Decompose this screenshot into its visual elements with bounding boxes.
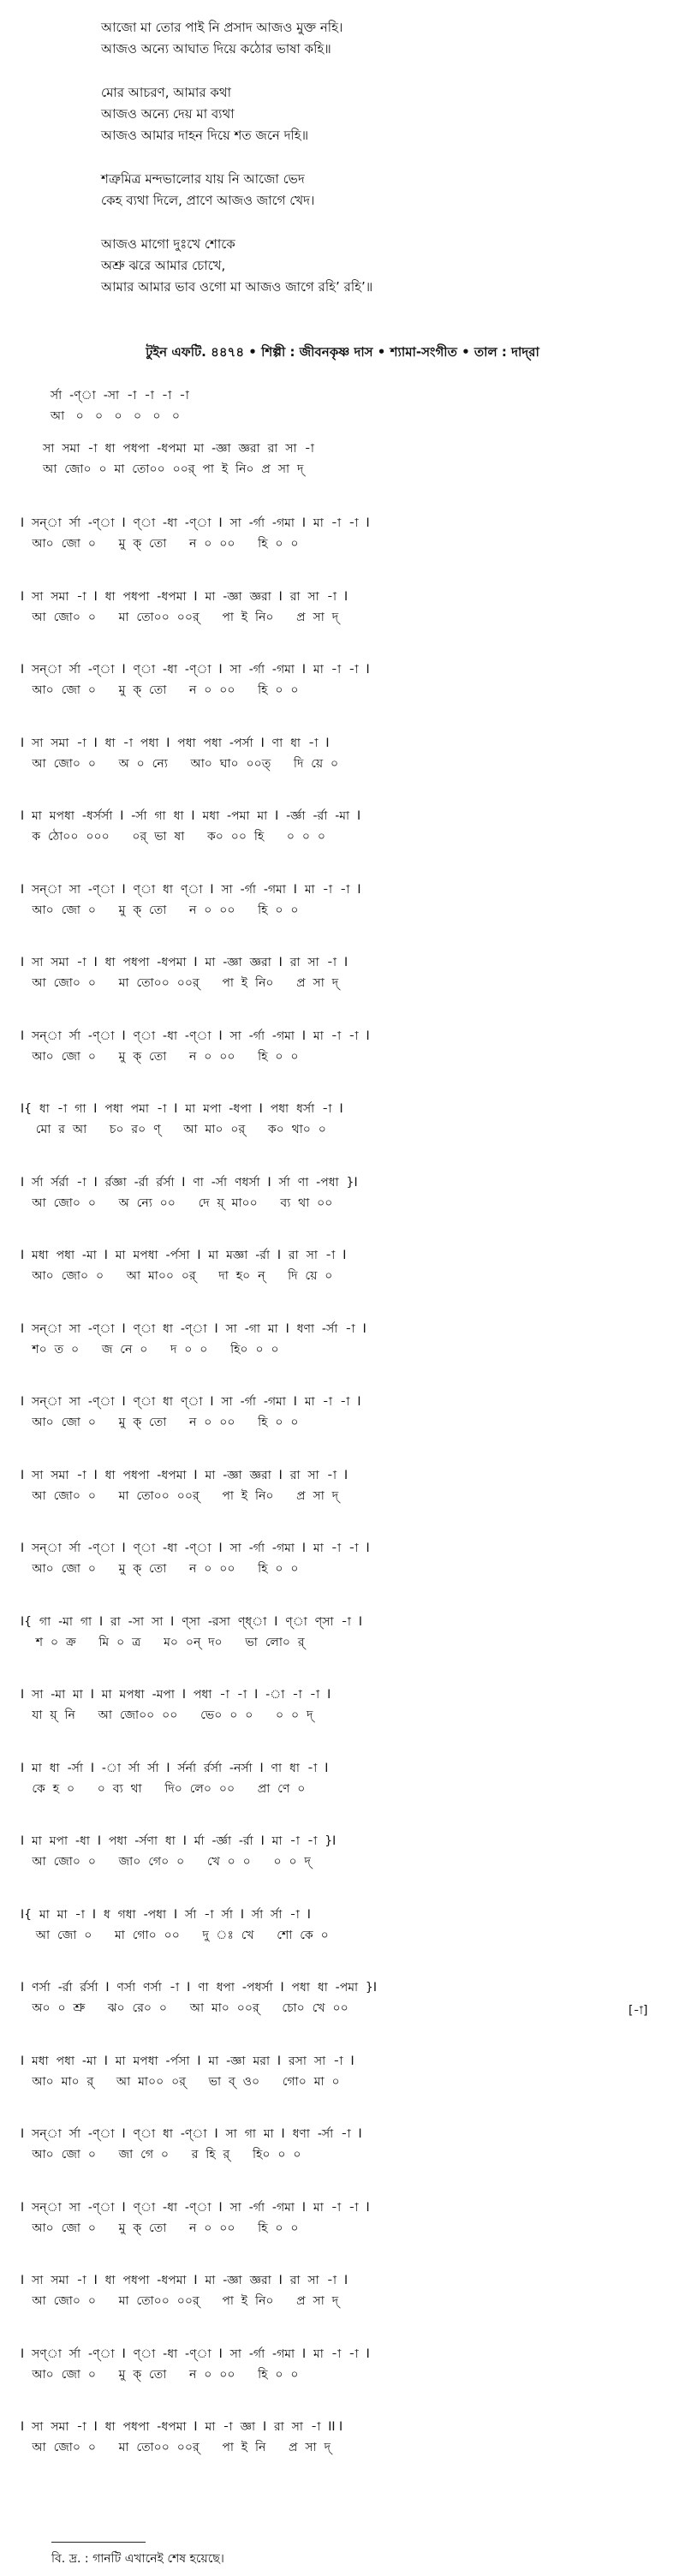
bani-line: মো র আ চ০ র০ ণ্ আ মা০ ০র্ ক০ থা০ ০ <box>21 1123 326 1136</box>
swar-line: I সা -মা মা I মা মপধা -মপা I পধা -া -া I -া -া -া I <box>21 1688 331 1702</box>
bani-line: কে হ ০ ০ ব্য থা দি০ লে০ ০০ প্রা ণে ০ <box>21 1781 306 1796</box>
swar-line: I মধা পধা -মা I মা মপধা -র্পসা I মা মজ্ঞা -র্রা I রা সা -া I <box>21 1249 347 1262</box>
notation-row <box>21 2345 671 2418</box>
bani-line: শ০ ত ০ জ নে ০ দ ০ ০ হি০ ০ ০ <box>21 1342 279 1357</box>
bani-line: আ জো০ ০ মা তো০০ ০০র্ পা ই নি০ প্র সা দ্ <box>21 610 339 624</box>
notation-row <box>21 807 671 880</box>
bani-line: আ জো ০ মা গো০ ০০ দু ঃ খে শো কে ০ <box>21 1928 329 1942</box>
swar-line: I{ ধা -া গা I পধা পমা -া I মা মপা -ধপা I পধা ধর্সা -া I <box>21 1102 343 1116</box>
notation-row <box>21 953 671 1027</box>
swar-line: I{ গা -মা গা I রা -সা সা I ণ্সা -রসা ণ্ধ্া I ণ্া ণ্সা -া I <box>21 1614 362 1629</box>
notation-row <box>21 2271 671 2345</box>
lyric-line: আজো মা তোর পাই নি প্রসাদ আজও মুক্ত নহি। <box>101 20 343 35</box>
bani-line: আ০ জো ০ জা গে ০ র হি র্ হি০ ০ ০ <box>21 2148 301 2162</box>
notation-rows <box>21 514 671 2491</box>
lyric-line: আজও আমার দাহন দিয়ে শত জনে দহি॥ <box>101 128 309 143</box>
notation-row <box>21 587 671 661</box>
bani-line: আ জো০ ০ জা০ গে০ ০ খে ০ ০ ০ ০ দ্ <box>21 1855 311 1869</box>
notation-row <box>21 1392 671 1466</box>
bani-line: আ জো০ ০ মা তো০০ ০০র্ পা ই নি০ প্র সা দ্ <box>21 1488 339 1503</box>
bani-line: শ ০ ক্র মি ০ ত্র ম০ ০ন্ দ০ ভা লো০ র্ <box>21 1635 305 1649</box>
bani-line: যা য়্ নি আ জো০০ ০০ ভে০ ০ ০ ০ ০ দ্ <box>21 1708 313 1722</box>
bani-line: আ০ জো০ ০ আ মা০০ ০র্ দা হ০ ন্ দি য়ে ০ <box>21 1269 333 1283</box>
notation-row <box>21 660 671 734</box>
bani-line: আ জো০ ০ মা তো০০ ০০র্ পা ই নি প্র সা দ্ <box>21 2441 331 2454</box>
notation-row <box>21 1320 671 1393</box>
lyric-line: আজও মাগো দুঃখে শোকে <box>101 236 235 252</box>
swar-line: I সন্া সা -ণ্া I ণ্া ধা ণ্া I সা -র্গা -গমা I মা -া -া I <box>21 882 361 897</box>
notation-row <box>21 1173 671 1247</box>
bani-line: আ০ জো ০ মু ক্ তো ন ০ ০০ হি ০ ০ <box>21 903 299 917</box>
swar-line: I{ মা মা -া I ধ গধা -পধা I র্সা -া র্সা I র্সা র্সা -া I <box>21 1907 311 1922</box>
bani-line: অ০ ০ শ্রু ঝ০ রে০ ০ আ মা০ ০০র্ চো০ খে ০০ <box>21 2001 348 2015</box>
lyric-line: কেহ ব্যথা দিলে, প্রাণে আজও জাগে খেদ। <box>101 193 315 208</box>
intro-notation <box>43 385 659 480</box>
bani-line: ক ঠো০০ ০০০ ০র্ ভা ষা ক০ ০০ হি ০ ০ ০ <box>21 830 326 844</box>
lyric-stanza <box>101 17 649 60</box>
swar-line: I সা সমা -া I ধা পধপা -ধপমা I মা -জ্ঞা জ্ঞরা I রা সা -া I <box>21 956 348 969</box>
notation-row <box>21 2198 671 2272</box>
swar-line: I সন্া সা -ণ্া I ণ্া ধা ণ্া I সা -র্গা -গমা I মা -া -া I <box>21 1395 361 1409</box>
swar-line: I র্সা র্সর্রা -া I র্রজ্ঞা -র্রা র্রর্সা I ণা -র্সা ণধর্সা I র্সা ণা -পধা }I <box>21 1175 358 1190</box>
notation-row <box>21 1100 671 1173</box>
swar-line: I সা সমা -া I ধা পধপা -ধপমা I মা -জ্ঞা জ্ঞরা I রা সা -া I <box>21 2274 348 2287</box>
notation-row <box>21 514 671 587</box>
lyrics-block <box>101 17 649 320</box>
bani-line: আ০ জো ০ মু ক্ তো ন ০ ০০ হি ০ ০ <box>21 1416 299 1429</box>
lyric-line: অশ্রু ঝরে আমার চোখে, <box>101 258 226 273</box>
swar-line: I সন্া র্সা -ণ্া I ণ্া ধা -ণ্া I সা গা মা I ধণা -র্সা -া I <box>21 2127 362 2141</box>
bani-line: আ০ জো ০ মু ক্ তো ন ০ ০০ হি ০ ০ <box>21 1562 299 1576</box>
bani-line: আ০ জো ০ মু ক্ তো ন ০ ০০ হি ০ ০ <box>21 683 299 697</box>
bani-line: আ০ জো ০ মু ক্ তো ন ০ ০০ হি ০ ০ <box>21 537 299 551</box>
swar-line: I সা সমা -া I ধা পধপা -ধপমা I মা -জ্ঞা জ্ঞরা I রা সা -া I <box>21 589 348 604</box>
swar-line: I সা সমা -া I ধা -া পধা I পধা পধা -পর্সা I ণা ধা -া I <box>21 736 330 750</box>
swar-line: I সন্া সা -ণ্া I ণ্া ধা -ণ্া I সা -গা মা I ধণা -র্সা -া I <box>21 1321 366 1336</box>
swar-line: I ণর্সা -র্রা র্রর্সা I ণর্সা ণর্সা -া I ণা ধপা -পধর্সা I পধা ধা -পমা }I <box>21 1981 377 1995</box>
bani-line: আ০ জো ০ মু ক্ তো ন ০ ০০ হি ০ ০ <box>21 2367 299 2382</box>
swar-line: I সণ্া র্সা -ণ্া I ণ্া -ধা -ণ্া I সা -র্গা -গমা I মা -া -া I <box>21 2346 370 2361</box>
lyric-line: শত্রুমিত্র মন্দভালোর যায় নি আজো ভেদ <box>101 171 305 187</box>
lyric-line: আজও অন্যে দেয় মা ব্যথা <box>101 106 235 122</box>
notation-row <box>21 1613 671 1686</box>
lyric-line: মোর আচরণ, আমার কথা <box>101 85 231 100</box>
swar-line: I সা সমা -া I ধা পধপা -ধপমা I মা -জ্ঞা জ্ঞরা I রা সা -া I <box>21 1468 348 1482</box>
bani-line: আ০ মা০ র্ আ মা০০ ০র্ ভা ব্ ও০ গো০ মা ০ <box>21 2074 340 2089</box>
notation-row <box>21 1246 671 1320</box>
notation-row <box>21 1978 671 2052</box>
notation-row <box>21 2052 671 2126</box>
swar-line: I সন্া র্সা -ণ্া I ণ্া -ধা -ণ্া I সা -র্গা -গমা I মা -া -া I <box>21 663 370 677</box>
swar-line: I মধা পধা -মা I মা মপধা -র্পসা I মা -জ্ঞা মরা I রসা সা -া I <box>21 2054 354 2068</box>
swar-line: I সন্া র্সা -ণ্া I ণ্া -ধা -ণ্া I সা -র্গা -গমা I মা -া -া I <box>21 516 370 530</box>
lyric-line: আমার আমার ভাব ওগো মা আজও জাগে রহি’ রহি’॥ <box>101 279 373 295</box>
song-header: টুইন এফটি. ৪৪৭৪ • শিল্পী : জীবনকৃষ্ণ দাস • শ্যামা-সংগীত • তাল : দাদ্‌রা <box>146 344 539 360</box>
notation-row <box>21 1832 671 1905</box>
swar-line: I সন্া র্সা -ণ্া I ণ্া -ধা -ণ্া I সা -র্গা -গমা I মা -া -া I <box>21 1541 370 1555</box>
notation-row <box>21 1027 671 1100</box>
lyric-stanza <box>101 234 649 298</box>
notation-row <box>21 1685 671 1759</box>
notation-row <box>21 1466 671 1540</box>
swar-line: I সন্া র্সা -ণ্া I ণ্া -ধা -ণ্া I সা -র্গা -গমা I মা -া -া I <box>21 1029 370 1043</box>
notation-row <box>21 1905 671 1979</box>
bani-line: আ জো০ ০ অ ০ ন্যে আ০ ঘা০ ০০ত্ দি য়ে ০ <box>21 756 339 771</box>
intro-swar-line: র্সা -ণ্া -সা -া -া -া -া <box>43 389 189 402</box>
swar-line: I মা ধা -র্সা I -া র্সা র্সা I র্সর্না র্রর্সা -নর্সা I ণা ধা -া I <box>21 1761 329 1775</box>
intro-bani-line: আ ০ ০ ০ ০ ০ ০ <box>43 409 180 423</box>
swar-line: I মা মপা -ধা I পধা -র্সণা ধা I র্মা -র্জ্ঞা -র্রা I মা -া -া }I <box>21 1834 337 1848</box>
side-mark: [-া] <box>628 2004 648 2018</box>
lyric-stanza <box>101 82 649 146</box>
footnote-divider <box>51 2542 146 2543</box>
notation-row <box>21 1759 671 1833</box>
lyric-line: আজও অন্যে আঘাত দিয়ে কঠোর ভাষা কহি॥ <box>101 41 331 57</box>
intro-bani-line-2: আ জো০ ০ মা তো০০ ০০র্ পা ই নি০ প্র সা দ্ <box>43 462 304 476</box>
swar-line: I সন্া সা -ণ্া I ণ্া -ধা -ণ্া I সা -র্গা -গমা I মা -া -া I <box>21 2200 370 2215</box>
swar-line: I মা মপধা -ধর্সর্সা I -র্সা গা ধা I মধা -পমা মা I -র্জ্ঞা -র্রা -মা I <box>21 809 361 823</box>
bani-line: আ জো০ ০ অ ন্যে ০০ দে য়্ মা০০ ব্য থা ০০ <box>21 1196 333 1210</box>
bani-line: আ০ জো ০ মু ক্ তো ন ০ ০০ হি ০ ০ <box>21 1049 299 1064</box>
notation-row <box>21 880 671 954</box>
intro-swar-line-2: সা সমা -া ধা পধপা -ধপমা মা -জ্ঞা জ্ঞরা রা সা -া <box>43 442 314 456</box>
footnote: বি. দ্র. : গানটি এখানেই শেষ হয়েছে। <box>51 2552 224 2566</box>
notation-row <box>21 2125 671 2198</box>
notation-row <box>21 2418 671 2491</box>
bani-line: আ জো০ ০ মা তো০০ ০০র্ পা ই নি০ প্র সা দ্ <box>21 2294 339 2308</box>
bani-line: আ জো০ ০ মা তো০০ ০০র্ পা ই নি০ প্র সা দ্ <box>21 976 339 990</box>
swar-line: I সা সমা -া I ধা পধপা -ধপমা I মা -া জ্ঞা I রা সা -া II I <box>21 2420 343 2434</box>
lyric-stanza <box>101 169 649 212</box>
notation-row <box>21 1539 671 1613</box>
bani-line: আ০ জো ০ মু ক্ তো ন ০ ০০ হি ০ ০ <box>21 2221 299 2235</box>
notation-row <box>21 734 671 808</box>
